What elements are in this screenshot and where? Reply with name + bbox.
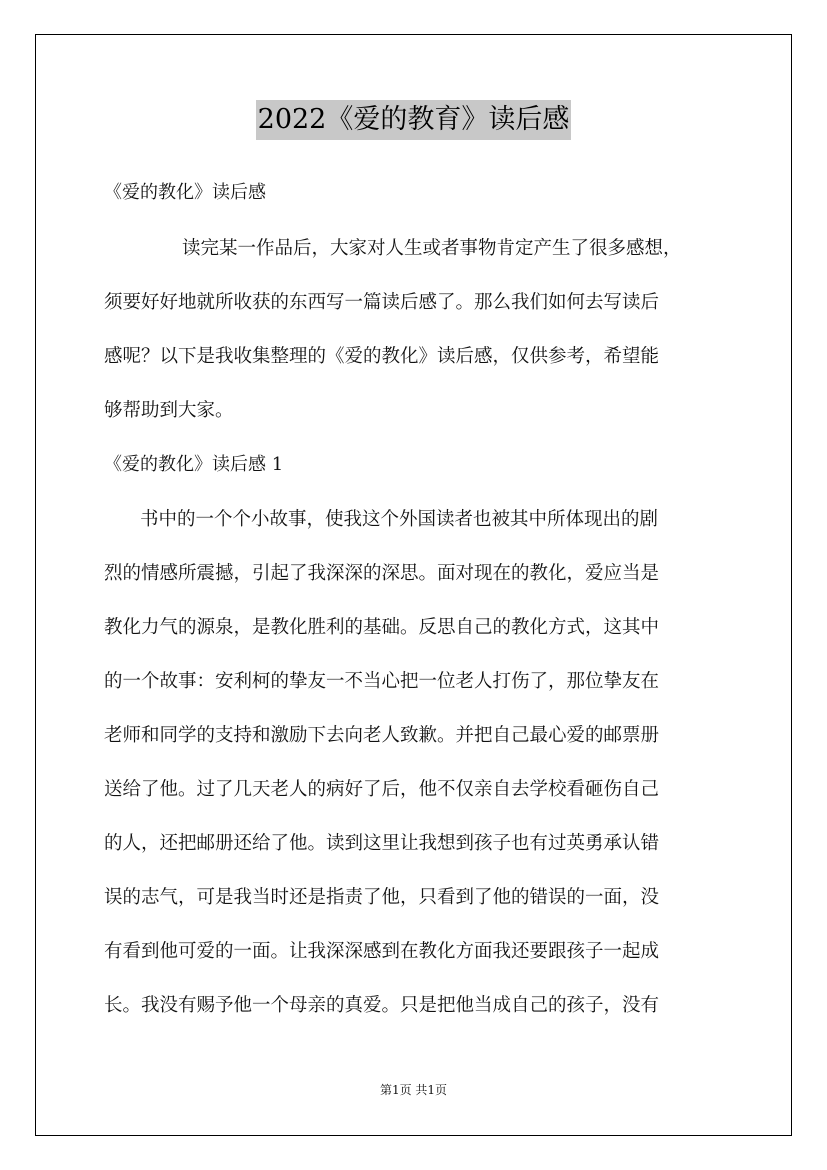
page-footer: 第1页 共1页	[379, 1083, 448, 1097]
section-line: 的人，还把邮册还给了他。读到这里让我想到孩子也有过英勇承认错	[104, 833, 660, 854]
intro-line: 感呢？以下是我收集整理的《爱的教化》读后感，仅供参考，希望能	[104, 346, 660, 367]
document-title-container	[0, 100, 827, 140]
section-line: 长。我没有赐予他一个母亲的真爱。只是把他当成自己的孩子，没有	[104, 995, 660, 1016]
section-line: 送给了他。过了几天老人的病好了后，他不仅亲自去学校看砸伤自己	[104, 779, 660, 800]
section-line: 烈的情感所震撼，引起了我深深的深思。面对现在的教化，爱应当是	[104, 563, 660, 584]
intro-line: 读完某一作品后，大家对人生或者事物肯定产生了很多感想，	[182, 238, 682, 259]
intro-line: 够帮助到大家。	[104, 400, 234, 421]
section-line: 有看到他可爱的一面。让我深深感到在教化方面我还要跟孩子一起成	[104, 941, 660, 962]
section-line: 误的志气，可是我当时还是指责了他，只看到了他的错误的一面，没	[104, 887, 660, 908]
section-line: 的一个故事：安利柯的挚友一不当心把一位老人打伤了，那位挚友在	[104, 671, 660, 692]
document-subtitle: 《爱的教化》读后感	[104, 182, 266, 203]
section-line: 书中的一个个小故事，使我这个外国读者也被其中所体现出的剧	[140, 509, 659, 530]
document-title: 2022《爱的教育》读后感	[256, 100, 572, 140]
intro-line: 须要好好地就所收获的东西写一篇读后感了。那么我们如何去写读后	[104, 292, 660, 313]
section-line: 老师和同学的支持和激励下去向老人致歉。并把自己最心爱的邮票册	[104, 725, 660, 746]
section-heading: 《爱的教化》读后感 1	[104, 454, 284, 475]
section-line: 教化力气的源泉，是教化胜利的基础。反思自己的教化方式，这其中	[104, 617, 660, 638]
